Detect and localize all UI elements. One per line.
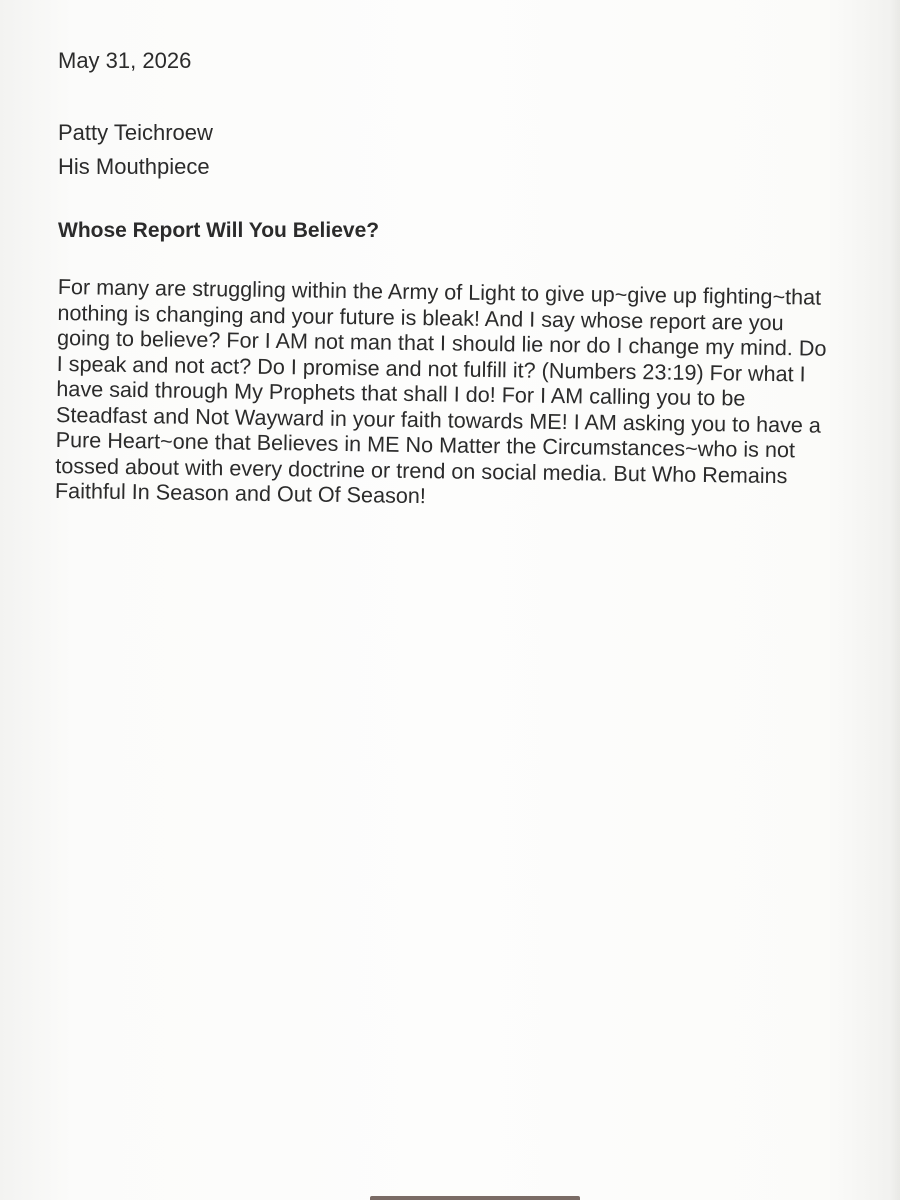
author-name: Patty Teichroew — [58, 120, 213, 145]
document-body: For many are struggling within the Army of Light to give up~give up fighting~that nothing is changing and your future is bleak! And I say whose report are you going to believe? For I AM not man that I should lie nor do I change my mind. Do I speak and not act? Do I promise and not fulfill it? (Numbers 23:19) For what I have said through My Prophets that shall I do! For I AM calling you to be Steadfast and Not Wayward in your faith towards ME! I AM asking you to have a Pure Heart~one that Believes in ME No Matter the Circumstances~who is not tossed about with every doctrine or trend on social media. But Who Remains Faithful In Season and Out Of Season! — [54, 274, 827, 509]
document-date: May 31, 2026 — [58, 48, 192, 73]
bottom-edge-shadow — [370, 1196, 580, 1200]
author-role: His Mouthpiece — [58, 154, 210, 179]
author-block — [58, 116, 848, 184]
document-title: Whose Report Will You Believe? — [58, 219, 380, 242]
page-edge-shadow — [890, 0, 900, 1200]
document-content — [54, 44, 848, 509]
